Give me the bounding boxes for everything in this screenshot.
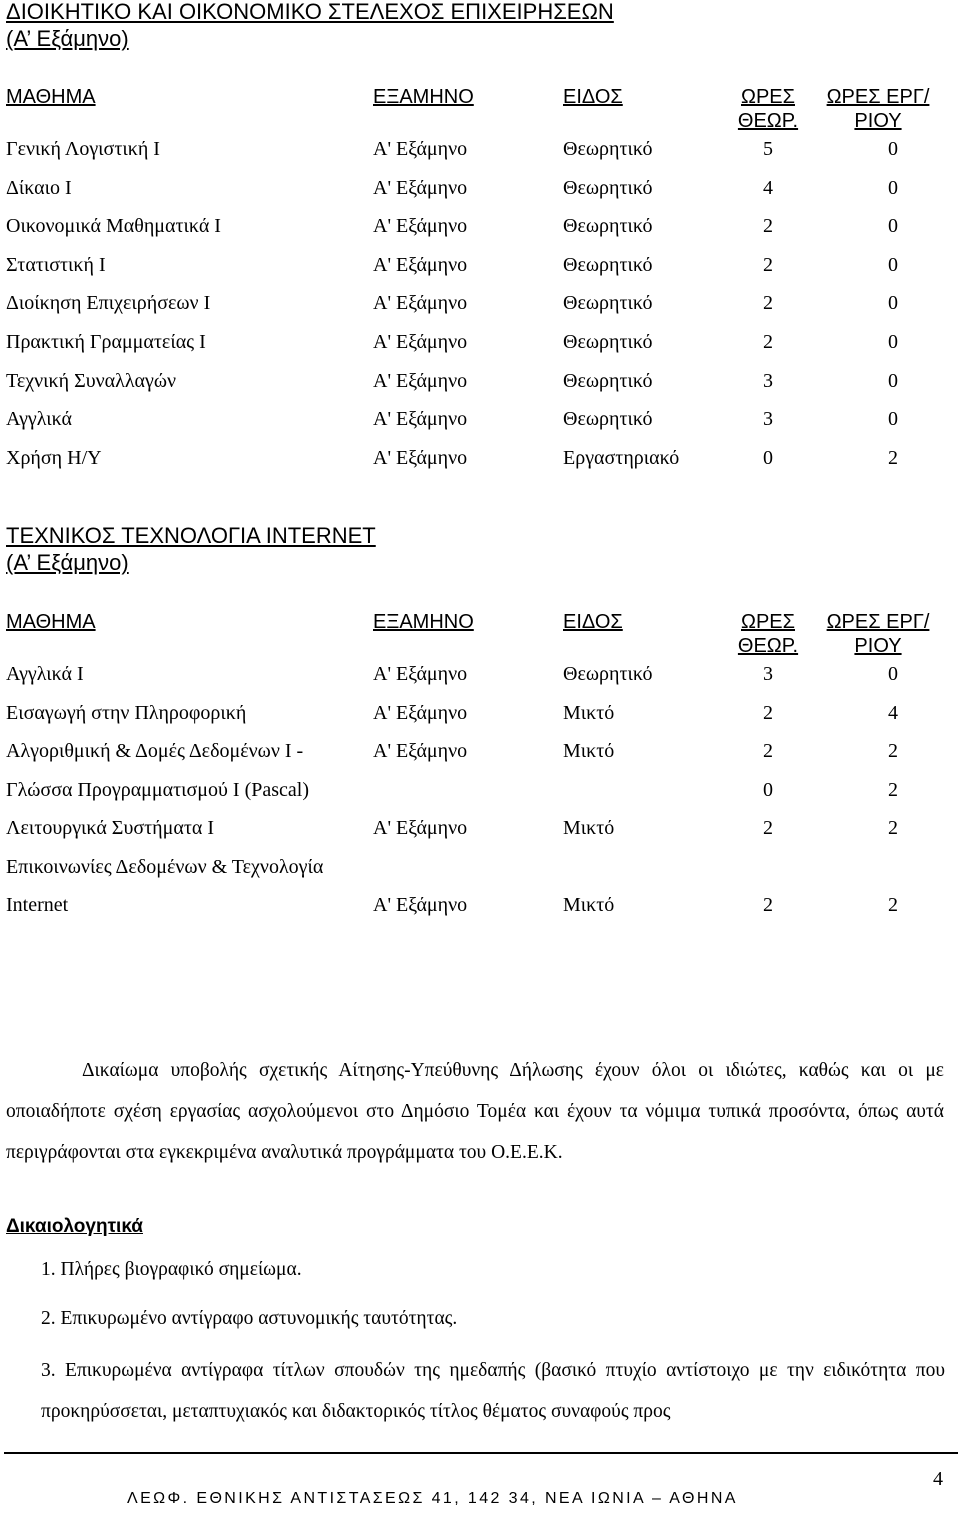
subject-name: Αγγλικά Ι xyxy=(6,663,84,685)
theory-hours: 2 xyxy=(763,292,773,314)
lab-hours: 0 xyxy=(888,254,898,276)
eligibility-paragraph xyxy=(6,1050,944,1173)
table-row xyxy=(0,778,960,802)
subject-name: Στατιστική Ι xyxy=(6,254,106,276)
subject-type: Θεωρητικό xyxy=(563,408,653,430)
subject-name: Γλώσσα Προγραμματισμού Ι (Pascal) xyxy=(6,779,310,801)
lab-hours: 0 xyxy=(888,292,898,314)
subject-type: Μικτό xyxy=(563,740,615,762)
lab-hours: 2 xyxy=(888,894,898,916)
section1-subtitle: (Α’ Εξάμηνο) xyxy=(6,26,129,51)
subject-name: Δίκαιο Ι xyxy=(6,177,72,199)
section1-title: ΔΙΟΙΚΗΤΙΚΟ ΚΑΙ ΟΙΚΟΝΟΜΙΚΟ ΣΤΕΛΕΧΟΣ ΕΠΙΧΕΙΡΗΣΕΩΝ xyxy=(6,0,614,24)
list-item: 2. Επικυρωμένο αντίγραφο αστυνομικής ταυτότητας. xyxy=(41,1308,458,1329)
subject-type: Θεωρητικό xyxy=(563,138,653,160)
subject-name: Εισαγωγή στην Πληροφορική xyxy=(6,702,247,724)
lab-hours: 2 xyxy=(888,779,898,801)
subject-semester: Α' Εξάμηνο xyxy=(373,740,468,762)
subject-type: Μικτό xyxy=(563,894,615,916)
lab-hours: 4 xyxy=(888,702,898,724)
lab-hours: 0 xyxy=(888,177,898,199)
table-row xyxy=(0,407,960,431)
subject-semester: Α' Εξάμηνο xyxy=(373,254,468,276)
header-lab-hours: ΩΡΕΣ ΕΡΓ/ΡΙΟΥ xyxy=(826,86,930,132)
section2-title: ΤΕΧΝΙΚΟΣ ΤΕΧΝΟΛΟΓΙΑ INTERNET xyxy=(6,523,376,548)
subject-name: Επικοινωνίες Δεδομένων & Τεχνολογία xyxy=(6,856,324,878)
subject-type: Θεωρητικό xyxy=(563,331,653,353)
lab-hours: 0 xyxy=(888,331,898,353)
table-row xyxy=(0,369,960,393)
subject-name: Αλγοριθμική & Δομές Δεδομένων Ι - xyxy=(6,740,304,762)
header-theory-hours: ΩΡΕΣ ΘΕΩΡ. xyxy=(737,611,799,657)
header-subject: ΜΑΘΗΜΑ xyxy=(6,86,96,108)
lab-hours: 2 xyxy=(888,817,898,839)
subject-type: Θεωρητικό xyxy=(563,177,653,199)
table-row xyxy=(0,893,960,917)
lab-hours: 0 xyxy=(888,408,898,430)
subject-name: Internet xyxy=(6,894,69,916)
subject-semester: Α' Εξάμηνο xyxy=(373,447,468,469)
subject-type: Θεωρητικό xyxy=(563,254,653,276)
subject-semester: Α' Εξάμηνο xyxy=(373,292,468,314)
table-row xyxy=(0,176,960,200)
header-lab-hours: ΩΡΕΣ ΕΡΓ/ΡΙΟΥ xyxy=(826,611,930,657)
subject-semester: Α' Εξάμηνο xyxy=(373,663,468,685)
table-row xyxy=(0,446,960,470)
theory-hours: 2 xyxy=(763,740,773,762)
section2-subtitle: (Α’ Εξάμηνο) xyxy=(6,550,129,575)
subject-type: Εργαστηριακό xyxy=(563,447,680,469)
table-row xyxy=(0,214,960,238)
subject-type: Θεωρητικό xyxy=(563,663,653,685)
table-row xyxy=(0,137,960,161)
table-row xyxy=(0,253,960,277)
theory-hours: 3 xyxy=(763,370,773,392)
header-semester: ΕΞΑΜΗΝΟ xyxy=(373,86,474,108)
lab-hours: 0 xyxy=(888,215,898,237)
subject-semester: Α' Εξάμηνο xyxy=(373,177,468,199)
table-row xyxy=(0,739,960,763)
theory-hours: 2 xyxy=(763,331,773,353)
table-row xyxy=(0,291,960,315)
page-number: 4 xyxy=(933,1468,943,1490)
subject-type: Μικτό xyxy=(563,817,615,839)
lab-hours: 0 xyxy=(888,138,898,160)
theory-hours: 5 xyxy=(763,138,773,160)
subject-semester: Α' Εξάμηνο xyxy=(373,215,468,237)
subject-type: Θεωρητικό xyxy=(563,292,653,314)
footer-divider xyxy=(4,1452,958,1454)
header-semester: ΕΞΑΜΗΝΟ xyxy=(373,611,474,633)
subject-name: Τεχνική Συναλλαγών xyxy=(6,370,177,392)
theory-hours: 2 xyxy=(763,215,773,237)
theory-hours: 2 xyxy=(763,702,773,724)
subject-semester: Α' Εξάμηνο xyxy=(373,702,468,724)
table-row xyxy=(0,330,960,354)
list-item: 3. Επικυρωμένα αντίγραφα τίτλων σπουδών της ημεδαπής (βασικό πτυχίο αντίστοιχο με την ειδικότητα που προκηρύσσεται, μεταπτυχιακός και διδακτορικός τίτλος θέματος συναφούς προς xyxy=(41,1360,945,1422)
subject-type: Μικτό xyxy=(563,702,615,724)
subject-name: Λειτουργικά Συστήματα Ι xyxy=(6,817,214,839)
lab-hours: 0 xyxy=(888,663,898,685)
subject-type: Θεωρητικό xyxy=(563,215,653,237)
theory-hours: 2 xyxy=(763,894,773,916)
subject-name: Οικονομικά Μαθηματικά Ι xyxy=(6,215,221,237)
theory-hours: 2 xyxy=(763,817,773,839)
table-row xyxy=(0,701,960,725)
header-theory-hours: ΩΡΕΣ ΘΕΩΡ. xyxy=(737,86,799,132)
eligibility-text: Δικαίωμα υποβολής σχετικής Αίτησης-Υπεύθυνης Δήλωσης έχουν όλοι οι ιδιώτες, καθώς και οι με οποιαδήποτε σχέση εργασίας ασχολούμενοι στο Δημόσιο Τομέα και έχουν τα νόμιμα τυπικά προσόντα, όπως αυτά περιγράφονται στα εγκεκριμένα αναλυτικά προγράμματα του Ο.Ε.Ε.Κ. xyxy=(6,1060,944,1163)
subject-semester: Α' Εξάμηνο xyxy=(373,817,468,839)
lab-hours: 0 xyxy=(888,370,898,392)
subject-name: Γενική Λογιστική Ι xyxy=(6,138,160,160)
header-type: ΕΙΔΟΣ xyxy=(563,86,623,108)
subject-name: Πρακτική Γραμματείας Ι xyxy=(6,331,206,353)
subject-name: Αγγλικά xyxy=(6,408,72,430)
subject-semester: Α' Εξάμηνο xyxy=(373,408,468,430)
table-row xyxy=(0,662,960,686)
table-row xyxy=(0,855,960,879)
list-item: 1. Πλήρες βιογραφικό σημείωμα. xyxy=(41,1259,302,1280)
theory-hours: 2 xyxy=(763,254,773,276)
subject-semester: Α' Εξάμηνο xyxy=(373,138,468,160)
header-type: ΕΙΔΟΣ xyxy=(563,611,623,633)
header-subject: ΜΑΘΗΜΑ xyxy=(6,611,96,633)
subject-semester: Α' Εξάμηνο xyxy=(373,370,468,392)
theory-hours: 0 xyxy=(763,779,773,801)
theory-hours: 3 xyxy=(763,663,773,685)
lab-hours: 2 xyxy=(888,447,898,469)
subject-semester: Α' Εξάμηνο xyxy=(373,894,468,916)
subject-semester: Α' Εξάμηνο xyxy=(373,331,468,353)
theory-hours: 3 xyxy=(763,408,773,430)
subject-name: Χρήση Η/Υ xyxy=(6,447,102,469)
subject-type: Θεωρητικό xyxy=(563,370,653,392)
documents-title: Δικαιολογητικά xyxy=(6,1216,143,1237)
theory-hours: 0 xyxy=(763,447,773,469)
footer-address: ΛΕΩΦ. ΕΘΝΙΚΗΣ ΑΝΤΙΣΤΑΣΕΩΣ 41, 142 34, ΝΕΑ ΙΩΝΙΑ – ΑΘΗΝΑ xyxy=(127,1490,738,1507)
subject-name: Διοίκηση Επιχειρήσεων Ι xyxy=(6,292,211,314)
lab-hours: 2 xyxy=(888,740,898,762)
theory-hours: 4 xyxy=(763,177,773,199)
table-row xyxy=(0,816,960,840)
